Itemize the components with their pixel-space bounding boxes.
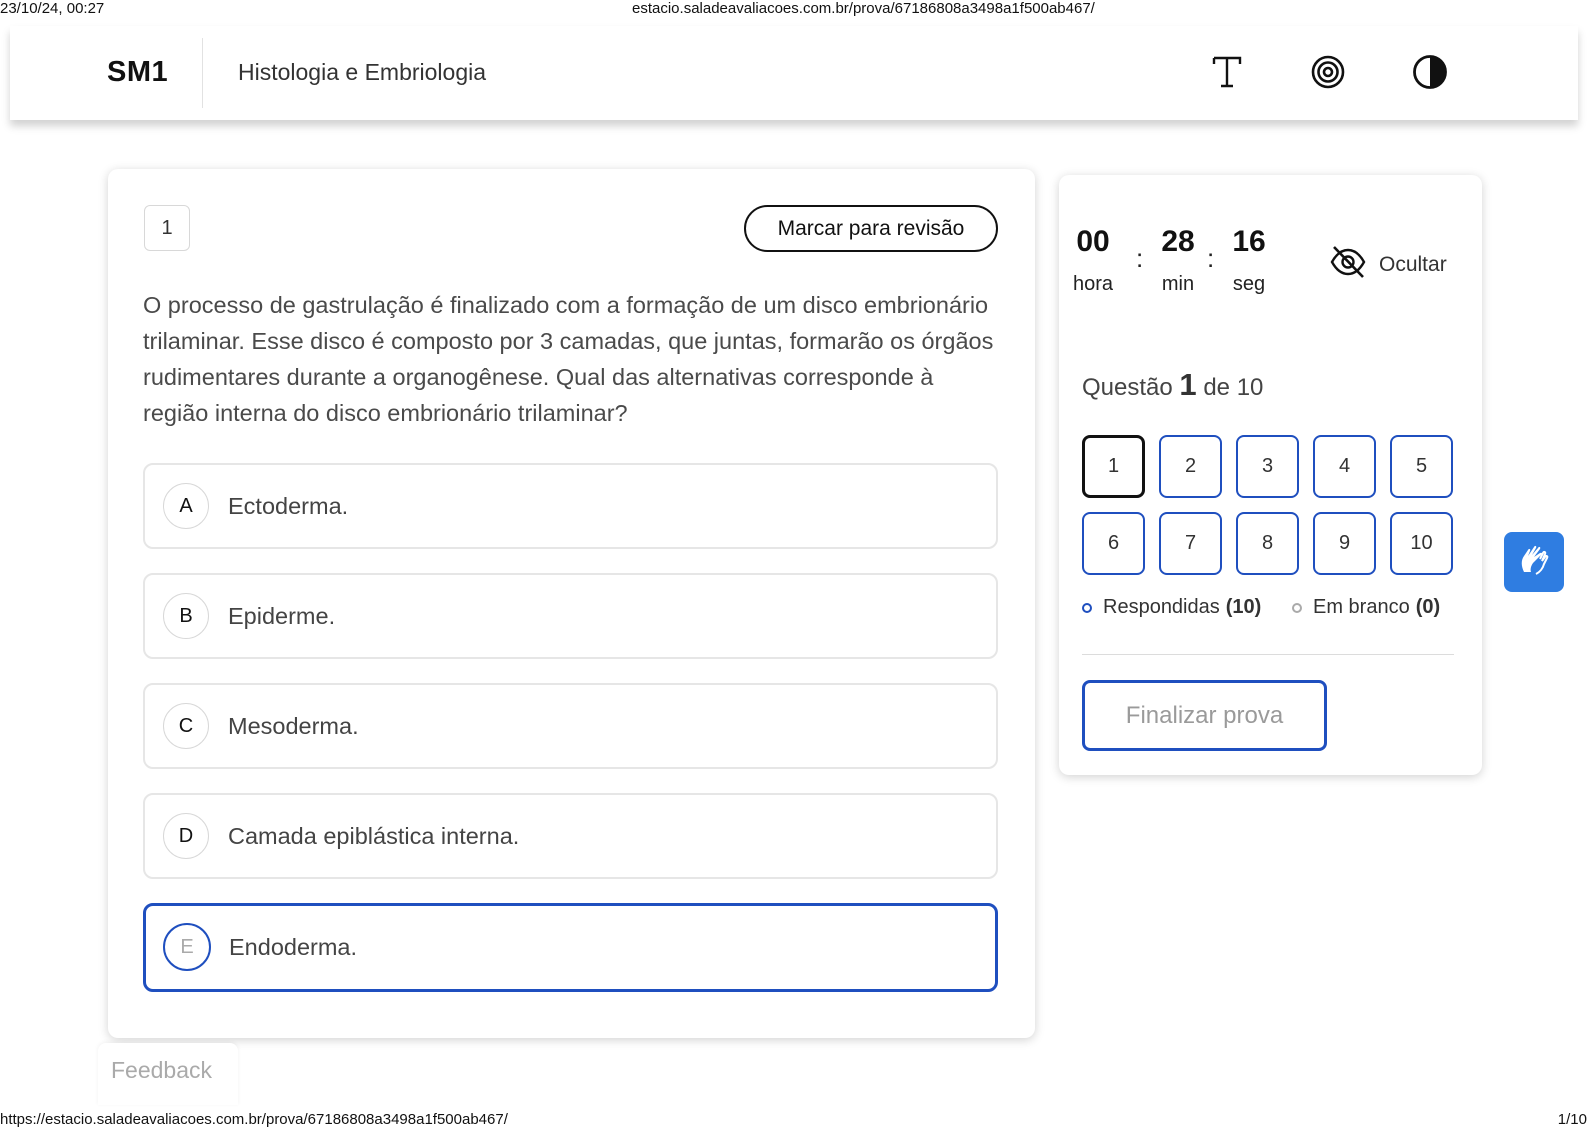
hands-icon — [1516, 542, 1552, 583]
question-nav-10[interactable]: 10 — [1390, 512, 1453, 575]
question-nav-6[interactable]: 6 — [1082, 512, 1145, 575]
question-card — [108, 169, 1035, 1038]
option-text: Endoderma. — [229, 934, 358, 960]
sign-language-accessibility-button[interactable] — [1504, 532, 1564, 592]
timer-hours: 00 — [1076, 225, 1110, 258]
option-text: Epiderme. — [228, 602, 336, 629]
brand-divider — [202, 38, 203, 108]
question-nav-7[interactable]: 7 — [1159, 512, 1222, 575]
answered-count: (10) — [1225, 596, 1262, 618]
option-text: Camada epiblástica interna. — [228, 822, 520, 849]
blank-label: Em branco — [1313, 596, 1410, 618]
option-letter: B — [163, 593, 209, 639]
question-nav-3[interactable]: 3 — [1236, 435, 1299, 498]
answered-label: Respondidas — [1103, 596, 1220, 618]
blank-dot-icon — [1292, 603, 1302, 613]
timer-separator: : — [1136, 243, 1144, 273]
counter-prefix: Questão — [1082, 374, 1173, 401]
top-bar — [10, 26, 1578, 120]
option-b[interactable] — [143, 573, 998, 659]
timer-seconds-label: seg — [1232, 273, 1266, 295]
option-text: Ectoderma. — [228, 492, 349, 519]
option-letter: D — [163, 813, 209, 859]
question-nav-4[interactable]: 4 — [1313, 435, 1376, 498]
feedback-tab[interactable] — [98, 1043, 238, 1105]
option-a[interactable] — [143, 463, 998, 549]
counter-middle: de — [1203, 374, 1231, 401]
mark-for-review-button[interactable]: Marcar para revisão — [744, 205, 998, 252]
question-nav-5[interactable]: 5 — [1390, 435, 1453, 498]
finish-exam-button[interactable]: Finalizar prova — [1082, 680, 1327, 751]
option-text: Mesoderma. — [228, 712, 359, 739]
option-letter: C — [163, 703, 209, 749]
blank-count: (0) — [1415, 596, 1441, 618]
counter-current: 1 — [1179, 367, 1197, 402]
question-nav-8[interactable]: 8 — [1236, 512, 1299, 575]
legend-answered — [1082, 596, 1261, 619]
timer-hours-label: hora — [1072, 273, 1114, 295]
legend-blank — [1292, 596, 1440, 619]
option-c[interactable] — [143, 683, 998, 769]
feedback-label: Feedback — [111, 1057, 213, 1083]
timer-minutes: 28 — [1161, 225, 1195, 258]
font-size-icon[interactable] — [1207, 52, 1247, 92]
course-title: Histologia e Embriologia — [238, 59, 487, 85]
print-page-number: 1/10 — [1557, 1111, 1587, 1128]
question-text: O processo de gastrulação é finalizado com a formação de um disco embrionário trilaminar. Esse disco é composto por 3 camadas, que juntas, formarão os órgãos rudimentares durante a organogênese. Qual das alternativas corresponde à região interna do disco embrionário trilaminar? — [143, 292, 994, 426]
divider — [1082, 654, 1454, 655]
question-nav-1[interactable]: 1 — [1082, 435, 1145, 498]
contrast-icon[interactable] — [1410, 52, 1450, 92]
option-d[interactable] — [143, 793, 998, 879]
question-number: 1 — [144, 205, 190, 251]
question-counter — [1082, 367, 1263, 403]
hide-timer-toggle[interactable] — [1329, 243, 1447, 286]
focus-target-icon[interactable] — [1308, 52, 1348, 92]
timer-seconds: 16 — [1232, 225, 1266, 258]
print-url: estacio.saladeavaliacoes.com.br/prova/67186808a3498a1f500ab467/ — [632, 0, 1095, 17]
option-letter: E — [163, 923, 211, 971]
answered-dot-icon — [1082, 603, 1092, 613]
question-nav-9[interactable]: 9 — [1313, 512, 1376, 575]
print-datetime: 23/10/24, 00:27 — [0, 0, 105, 17]
brand-logo: SM1 — [107, 56, 169, 88]
print-footer-url: https://estacio.saladeavaliacoes.com.br/prova/67186808a3498a1f500ab467/ — [0, 1111, 508, 1128]
question-nav-2[interactable]: 2 — [1159, 435, 1222, 498]
hide-label: Ocultar — [1379, 252, 1447, 276]
eye-off-icon — [1329, 243, 1367, 286]
exam-side-panel — [1059, 175, 1482, 775]
option-e[interactable] — [143, 903, 998, 992]
timer-separator: : — [1207, 243, 1215, 273]
option-letter: A — [163, 483, 209, 529]
counter-total: 10 — [1236, 374, 1264, 401]
timer-minutes-label: min — [1161, 273, 1195, 295]
